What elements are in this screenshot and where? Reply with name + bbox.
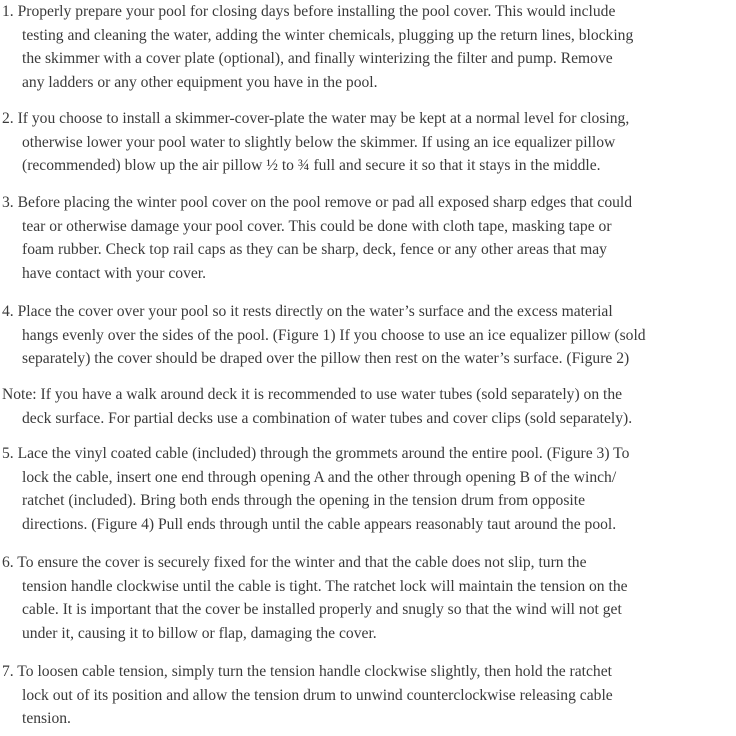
text-line: ratchet (included). Bring both ends through the opening in the tension drum from opposite xyxy=(22,492,585,510)
text-line: otherwise lower your pool water to slightly below the skimmer. If using an ice equalizer pillow xyxy=(22,133,616,151)
text-line: 3. Before placing the winter pool cover on the pool remove or pad all exposed sharp edges that could xyxy=(2,194,633,211)
text-line: foam rubber. Check top rail caps as they can be sharp, deck, fence or any other areas that may xyxy=(22,241,607,259)
text-line: hangs evenly over the sides of the pool. (Figure 1) If you choose to use an ice equalizer pillow (sold xyxy=(22,326,646,344)
text-line: under it, causing it to billow or flap, damaging the cover. xyxy=(22,624,377,642)
text-line: Note: If you have a walk around deck it is recommended to use water tubes (sold separately) on the xyxy=(2,386,623,403)
text-line: have contact with your cover. xyxy=(22,264,207,282)
instruction-step-4 xyxy=(0,300,736,371)
instruction-note xyxy=(0,383,736,430)
instruction-step-1 xyxy=(0,0,736,94)
text-line: 2. If you choose to install a skimmer-cover-plate the water may be kept at a normal level for closing, xyxy=(2,110,630,127)
text-line: 1. Properly prepare your pool for closing days before installing the pool cover. This would include xyxy=(2,3,616,20)
text-line: 4. Place the cover over your pool so it rests directly on the water’s surface and the excess material xyxy=(2,303,613,320)
instruction-step-7 xyxy=(0,660,736,731)
text-line: tension handle clockwise until the cable is tight. The ratchet lock will maintain the tension on the xyxy=(22,577,628,595)
instruction-step-3 xyxy=(0,191,736,285)
instruction-step-2 xyxy=(0,107,736,178)
text-line: deck surface. For partial decks use a combination of water tubes and cover clips (sold separately). xyxy=(22,409,633,427)
text-line: 5. Lace the vinyl coated cable (included) through the grommets around the entire pool. (Figure 3) To xyxy=(2,445,630,462)
text-line: lock out of its position and allow the tension drum to unwind counterclockwise releasing cable xyxy=(22,686,613,704)
text-line: tension. xyxy=(22,710,71,728)
text-line: cable. It is important that the cover be installed properly and snugly so that the wind will not get xyxy=(22,601,622,619)
text-line: directions. (Figure 4) Pull ends through until the cable appears reasonably taut around the pool. xyxy=(22,515,617,533)
text-line: (recommended) blow up the air pillow ½ to ¾ full and secure it so that it stays in the middle. xyxy=(22,157,601,175)
text-line: 7. To loosen cable tension, simply turn the tension handle clockwise slightly, then hold the ratchet xyxy=(2,663,612,680)
text-line: testing and cleaning the water, adding the winter chemicals, plugging up the return lines, blocking xyxy=(22,26,634,44)
instruction-step-6 xyxy=(0,551,736,645)
text-line: tear or otherwise damage your pool cover. This could be done with cloth tape, masking tape or xyxy=(22,217,612,235)
text-line: 6. To ensure the cover is securely fixed for the winter and that the cable does not slip, turn the xyxy=(2,554,587,571)
text-line: the skimmer with a cover plate (optional), and finally winterizing the filter and pump. Remove xyxy=(22,50,613,68)
instruction-step-5 xyxy=(0,442,736,536)
text-line: lock the cable, insert one end through opening A and the other through opening B of the winch/ xyxy=(22,468,617,486)
text-line: separately) the cover should be draped over the pillow then rest on the water’s surface. (Figure 2) xyxy=(22,350,630,368)
text-line: any ladders or any other equipment you have in the pool. xyxy=(22,73,378,91)
